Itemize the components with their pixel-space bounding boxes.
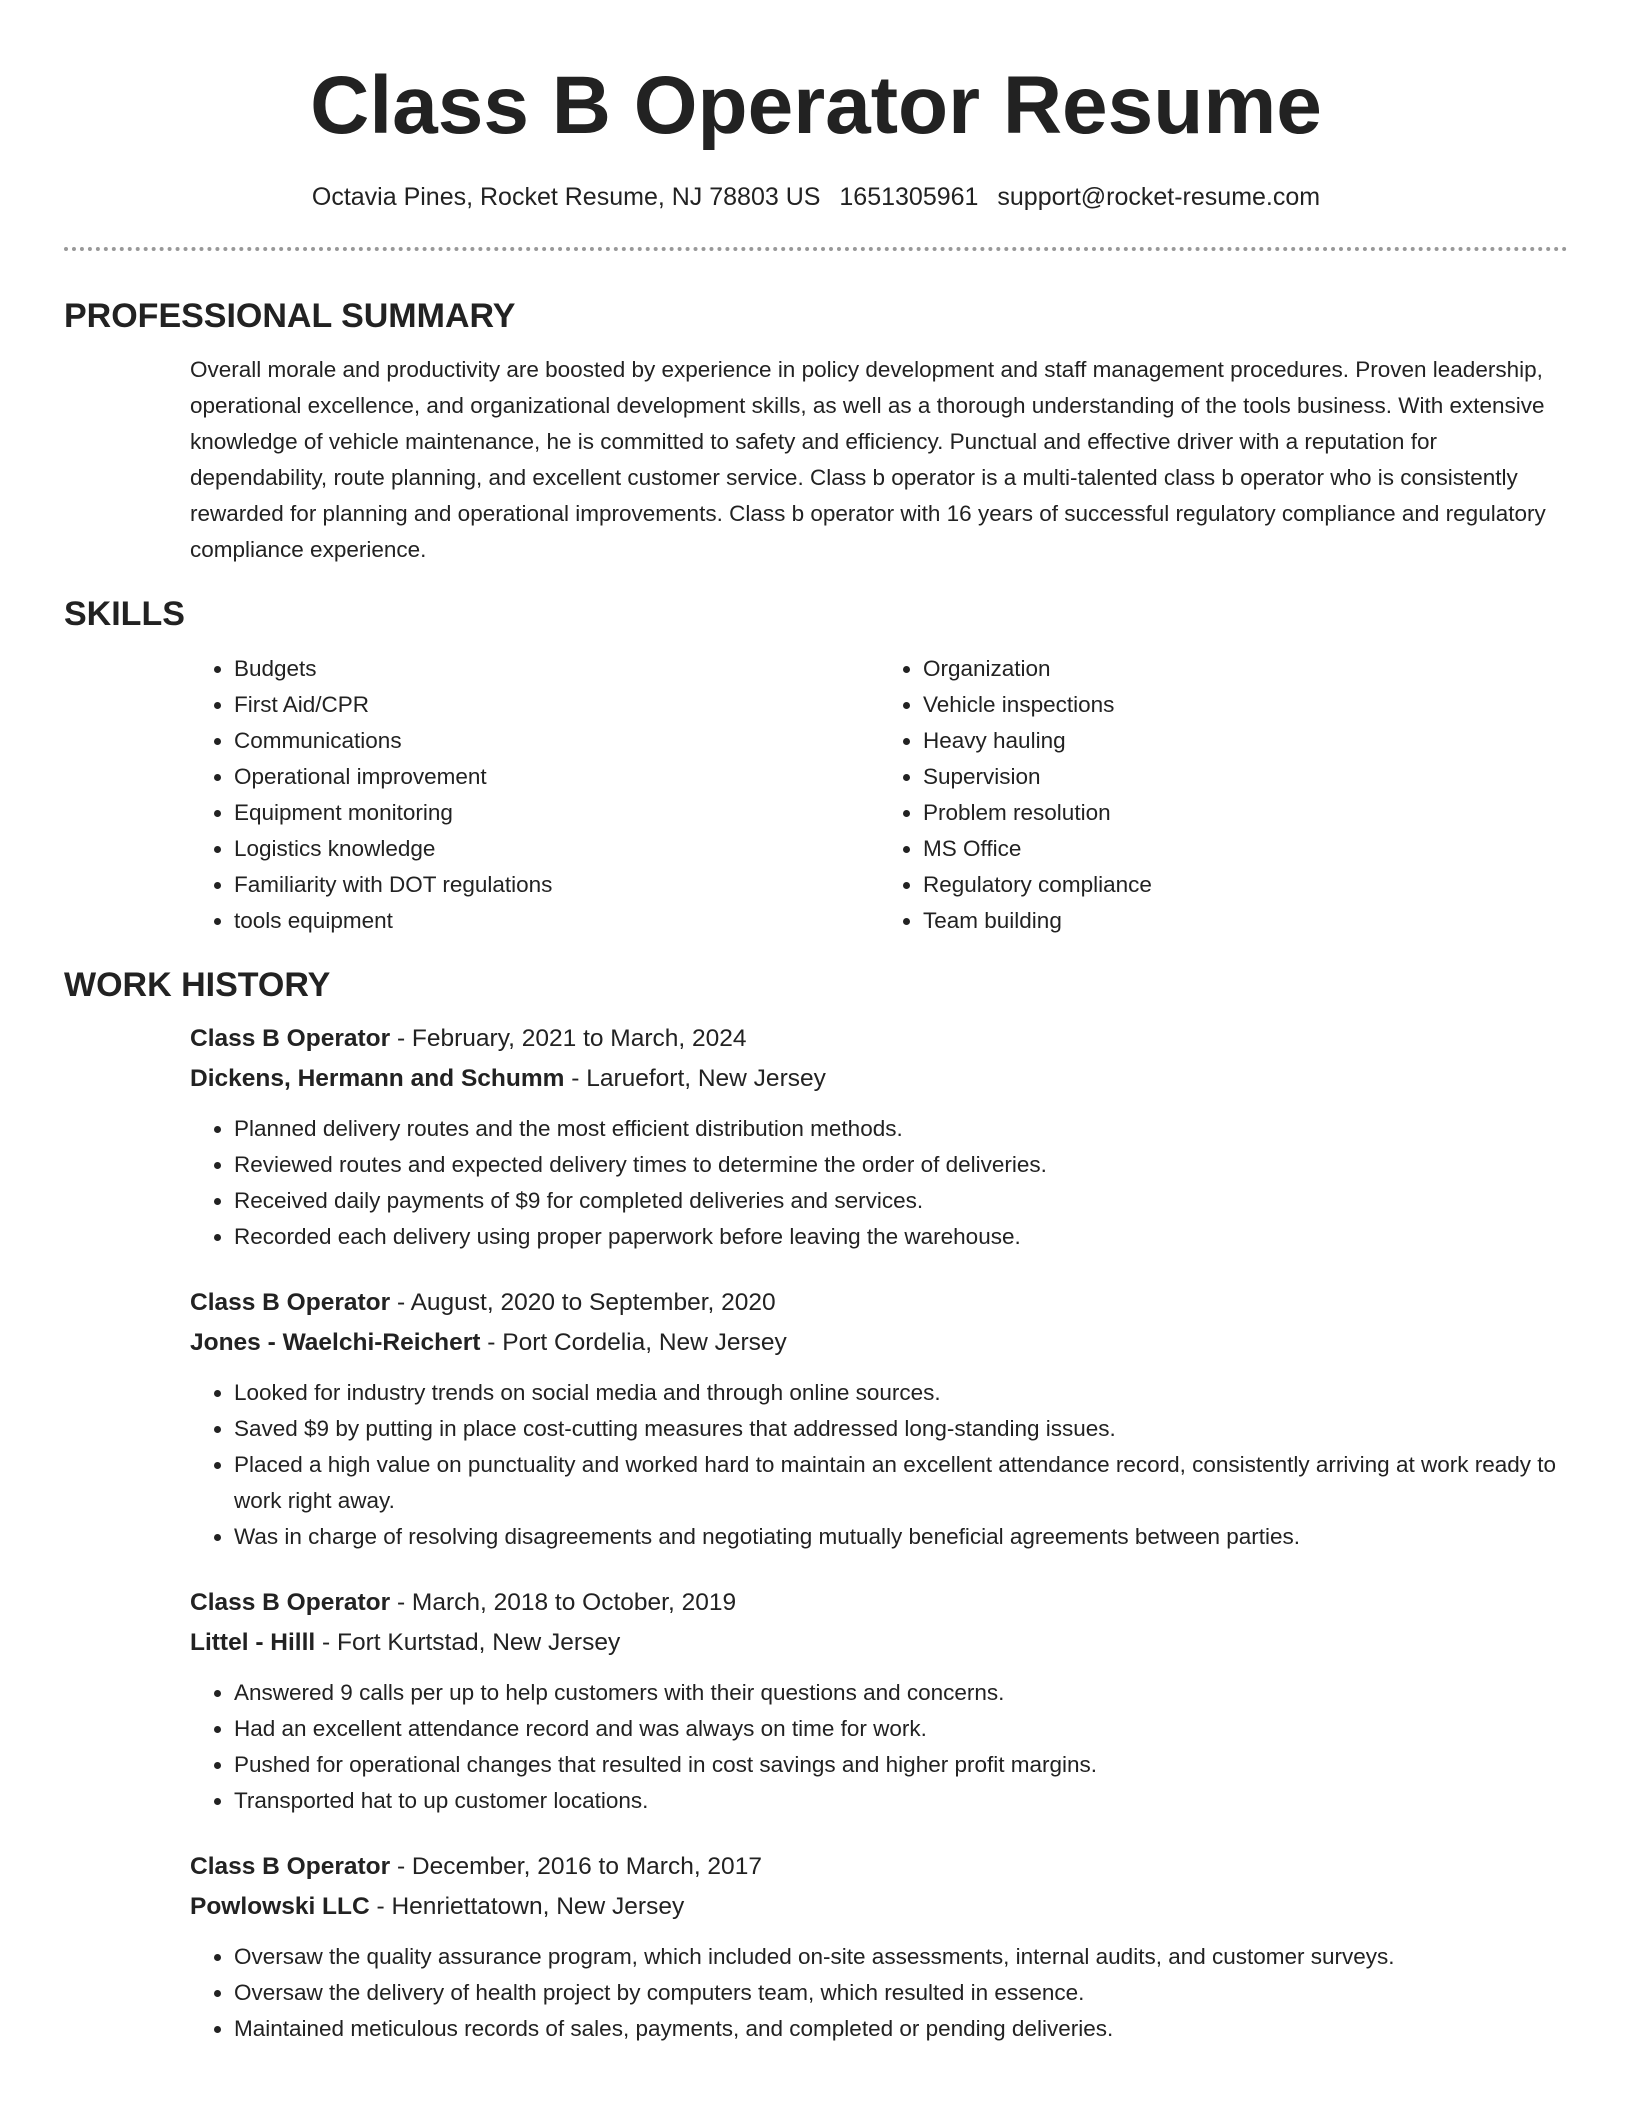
job-location: - Port Cordelia, New Jersey (480, 1329, 787, 1356)
contact-address: Octavia Pines, Rocket Resume, NJ 78803 US (311, 183, 821, 211)
summary-heading: PROFESSIONAL SUMMARY (64, 297, 516, 335)
skill-item: • MS Office (923, 831, 1568, 867)
job-entry (190, 1583, 1568, 1819)
skill-item: • Communications (234, 723, 879, 759)
job-bullet: • Recorded each delivery using proper paperwork before leaving the warehouse. (234, 1219, 1568, 1255)
job-company-line (190, 1323, 1568, 1363)
skill-item: • Supervision (923, 759, 1568, 795)
job-bullet: • Reviewed routes and expected delivery times to determine the order of deliveries. (234, 1147, 1568, 1183)
job-company: Powlowski LLC (190, 1893, 370, 1920)
job-location: - Fort Kurtstad, New Jersey (315, 1629, 621, 1656)
summary-block (64, 352, 1568, 568)
job-company: Dickens, Hermann and Schumm (190, 1065, 565, 1092)
work-block (64, 1019, 1568, 2047)
job-bullets (190, 1375, 1568, 1555)
contact-email: support@rocket-resume.com (997, 183, 1321, 211)
job-bullet: • Received daily payments of $9 for completed deliveries and services. (234, 1183, 1568, 1219)
job-bullet: • Was in charge of resolving disagreements and negotiating mutually beneficial agreements between parties. (234, 1519, 1568, 1555)
job-bullet: • Saved $9 by putting in place cost-cutting measures that addressed long-standing issues. (234, 1411, 1568, 1447)
skill-item: • Organization (923, 651, 1568, 687)
job-title: Class B Operator (190, 1853, 391, 1880)
skill-item: • Equipment monitoring (234, 795, 879, 831)
job-bullet: • Oversaw the delivery of health project by computers team, which resulted in essence. (234, 1975, 1568, 2011)
contact-phone: 1651305961 (839, 183, 979, 211)
job-title: Class B Operator (190, 1289, 391, 1316)
job-entry (190, 1847, 1568, 2047)
skill-item: • First Aid/CPR (234, 687, 879, 723)
job-company-line (190, 1623, 1568, 1663)
job-location: - Henriettatown, New Jersey (369, 1893, 685, 1920)
job-bullets (190, 1675, 1568, 1819)
job-entry (190, 1019, 1568, 1255)
contact-line (64, 180, 1568, 214)
skills-list-right (879, 651, 1568, 939)
skills-block (64, 651, 1568, 939)
skill-item: • Logistics knowledge (234, 831, 879, 867)
job-bullet: • Oversaw the quality assurance program, which included on-site assessments, internal audits, and customer surveys. (234, 1939, 1568, 1975)
job-bullet: • Answered 9 calls per up to help customers with their questions and concerns. (234, 1675, 1568, 1711)
job-bullet: • Looked for industry trends on social media and through online sources. (234, 1375, 1568, 1411)
job-company: Jones - Waelchi-Reichert (190, 1329, 481, 1356)
skill-item: • Operational improvement (234, 759, 879, 795)
skills-list-left (190, 651, 879, 939)
job-company: Littel - Hilll (190, 1629, 316, 1656)
header-divider (64, 247, 1568, 251)
job-bullet: • Placed a high value on punctuality and worked hard to maintain an excellent attendance record, consistently arriving at work ready to work right away. (234, 1447, 1568, 1519)
skill-item: • tools equipment (234, 903, 879, 939)
job-title: Class B Operator (190, 1025, 391, 1052)
job-company-line (190, 1059, 1568, 1099)
job-bullet: • Transported hat to up customer locations. (234, 1783, 1568, 1819)
job-bullet: • Maintained meticulous records of sales, payments, and completed or pending deliveries. (234, 2011, 1568, 2047)
job-bullets (190, 1939, 1568, 2047)
job-title-line (190, 1583, 1568, 1623)
job-bullet: • Pushed for operational changes that resulted in cost savings and higher profit margins. (234, 1747, 1568, 1783)
job-dates: - March, 2018 to October, 2019 (390, 1589, 737, 1616)
job-dates: - August, 2020 to September, 2020 (390, 1289, 776, 1316)
job-dates: - December, 2016 to March, 2017 (390, 1853, 762, 1880)
job-company-line (190, 1887, 1568, 1927)
job-entry (190, 1283, 1568, 1555)
job-location: - Laruefort, New Jersey (564, 1065, 826, 1092)
job-bullets (190, 1111, 1568, 1255)
resume-title: Class B Operator Resume (310, 60, 1322, 151)
job-bullet: • Planned delivery routes and the most efficient distribution methods. (234, 1111, 1568, 1147)
skill-item: • Vehicle inspections (923, 687, 1568, 723)
job-bullet: • Had an excellent attendance record and was always on time for work. (234, 1711, 1568, 1747)
skill-item: • Regulatory compliance (923, 867, 1568, 903)
skill-item: • Budgets (234, 651, 879, 687)
job-title-line (190, 1847, 1568, 1887)
skill-item: • Heavy hauling (923, 723, 1568, 759)
work-heading: WORK HISTORY (64, 966, 331, 1004)
summary-text: Overall morale and productivity are boosted by experience in policy development and staff management procedures. Proven leadership, operational excellence, and organizational development skills, as well as a thorough understanding of the tools business. With extensive knowledge of vehicle maintenance, he is committed to safety and efficiency. Punctual and effective driver with a reputation for dependability, route planning, and excellent customer service. Class b operator is a multi-talented class b operator who is consistently rewarded for planning and operational improvements. Class b operator with 16 years of successful regulatory compliance and regulatory compliance experience. (190, 357, 1546, 562)
job-title-line (190, 1283, 1568, 1323)
job-dates: - February, 2021 to March, 2024 (390, 1025, 747, 1052)
job-title-line (190, 1019, 1568, 1059)
skills-heading: SKILLS (64, 595, 185, 633)
job-title: Class B Operator (190, 1589, 391, 1616)
skill-item: • Familiarity with DOT regulations (234, 867, 879, 903)
skill-item: • Team building (923, 903, 1568, 939)
skill-item: • Problem resolution (923, 795, 1568, 831)
